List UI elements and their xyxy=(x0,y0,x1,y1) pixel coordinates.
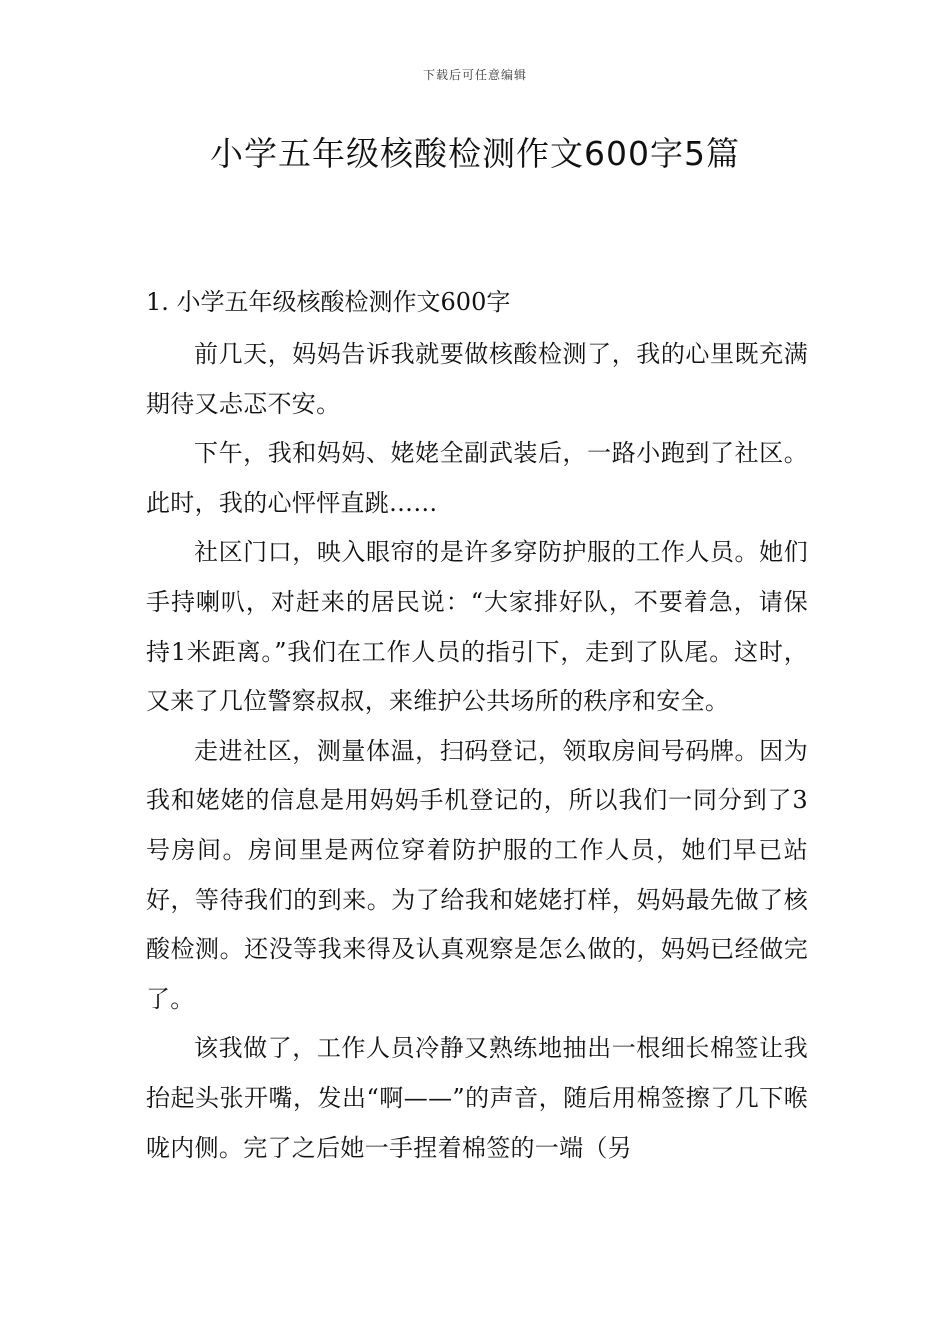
section-heading: 1. 小学五年级核酸检测作文600字 xyxy=(146,288,511,316)
paragraph: 该我做了，工作人员冷静又熟练地抽出一根细长棉签让我抬起头张开嘴，发出“啊——”的声音，随后用棉签擦了几下喉咙内侧。完了之后她一手捏着棉签的一端（另 xyxy=(146,1034,808,1162)
document-title: 小学五年级核酸检测作文600字5篇 xyxy=(210,134,740,173)
paragraph: 前几天，妈妈告诉我就要做核酸检测了，我的心里既充满期待又忐忑不安。 xyxy=(146,340,808,418)
paragraph: 走进社区，测量体温，扫码登记，领取房间号码牌。因为我和姥姥的信息是用妈妈手机登记的，所以我们一同分到了3号房间。房间里是两位穿着防护服的工作人员，她们早已站好，等待我们的到来。为了给我和姥姥打样，妈妈最先做了核酸检测。还没等我来得及认真观察是怎么做的，妈妈已经做完了。 xyxy=(146,736,808,1013)
paragraph: 下午，我和妈妈、姥姥全副武装后，一路小跑到了社区。此时，我的心怦怦直跳…… xyxy=(146,439,808,517)
header-note: 下载后可任意编辑 xyxy=(422,68,527,82)
document-body xyxy=(146,282,808,1173)
paragraph: 社区门口，映入眼帘的是许多穿防护服的工作人员。她们手持喇叭，对赶来的居民说：“大家排好队，不要着急，请保持1米距离。”我们在工作人员的指引下，走到了队尾。这时，又来了几位警察叔叔，来维护公共场所的秩序和安全。 xyxy=(146,538,808,716)
